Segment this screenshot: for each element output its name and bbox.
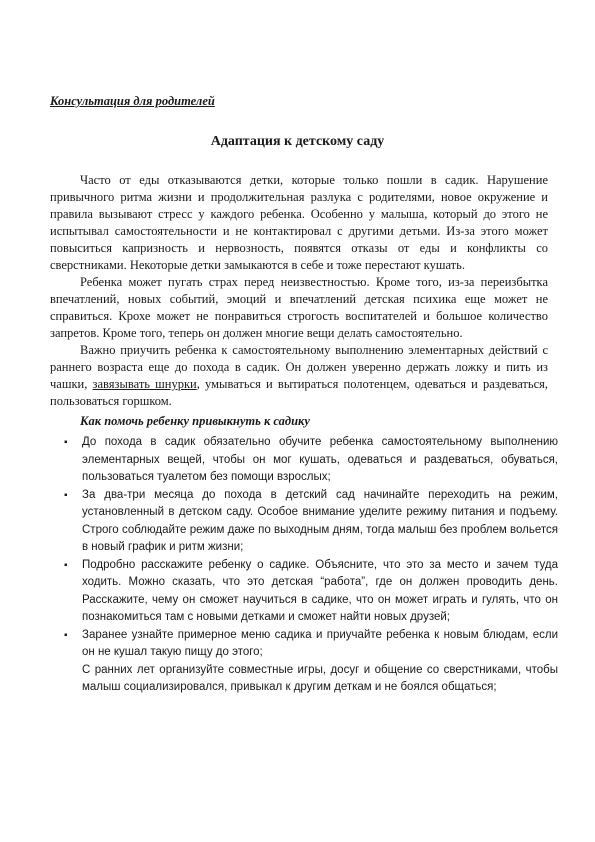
bullet-icon: ▪: [64, 489, 68, 501]
tips-heading: Как помочь ребенку привыкнуть к садику: [80, 414, 310, 428]
tips-list: [60, 434, 558, 697]
consultation-label: Консультация для родителей: [50, 94, 215, 108]
tip-text: До похода в садик обязательно обучите ребенка самостоятельному выполнению элементарных вещей, чтобы он мог кушать, одеваться и раздеваться, обуваться, пользоваться туалетом без помощи взрослых;: [82, 436, 558, 483]
paragraph-2: Ребенка может пугать страх перед неизвестностью. Кроме того, из-за переизбытка впечатлений, новых событий, эмоций и впечатлений детская психика еще может не справиться. Крохе может не понравиться строгость воспитателей и большое количество запретов. Кроме того, теперь он должен многие вещи делать самостоятельно.: [50, 275, 548, 340]
paragraph-1: Часто от еды отказываются детки, которые только пошли в садик. Нарушение привычного ритма жизни и продолжительная разлука с родителями, новое окружение и правила вызывают стресс у каждого ребенка. Особенно у малыша, который до этого не испытывал самостоятельности и не контактировал с другими детьми. Из-за этого может повыситься капризность и нервозность, появятся отказы от еды и конфликты со сверстниками. Некоторые детки замыкаются в себе и тоже перестают кушать.: [50, 173, 548, 272]
list-item: [60, 487, 558, 557]
paragraph-3-start: Важно приучить ребенка к самостоятельному выполнению элементарных действий с раннего возраста еще до похода в садик. Он должен уверенно держать ложку и пить из чашки,: [50, 343, 548, 391]
list-item: [60, 557, 558, 627]
article-body: [50, 172, 548, 410]
tip-text-continuation: С ранних лет организуйте совместные игры, досуг и общение со сверстниками, чтобы малыш социализировался, привыкал к другим деткам и не боялся общаться;: [82, 663, 558, 693]
bullet-icon: ▪: [64, 437, 68, 448]
tip-text: Заранее узнайте примерное меню садика и приучайте ребенка к новым блюдам, если он не кушал такую пищу до этого;: [82, 628, 558, 658]
list-item: [60, 627, 558, 697]
page-title: Адаптация к детскому саду: [210, 134, 385, 149]
list-item: [60, 434, 558, 487]
tip-text: За два-три месяца до похода в детский сад начинайте переходить на режим, установленный в детском саду. Особое внимание уделите режиму питания и подъему. Строго соблюдайте режим даже по выходным дням, тогда малыш без проблем вольется в новый график и ритм жизни;: [82, 488, 558, 553]
shoelaces-link[interactable]: завязывать шнурки: [92, 377, 197, 391]
paragraph-3-end: , умываться и вытираться полотенцем, одеваться и раздеваться, пользоваться горшком.: [50, 377, 549, 408]
tip-text: Подробно расскажите ребенку о садике. Объясните, что это за место и зачем туда ходить. Можно сказать, что это детская “работа”, где он должен проводить день. Расскажите, чему он сможет научиться в садике, что он может играть и гулять, что он познакомиться там с новыми детками и сможет найти новых друзей;: [82, 558, 558, 623]
paragraph-3: [50, 342, 548, 410]
bullet-icon: ▪: [64, 559, 68, 571]
bullet-icon: ▪: [64, 629, 68, 641]
